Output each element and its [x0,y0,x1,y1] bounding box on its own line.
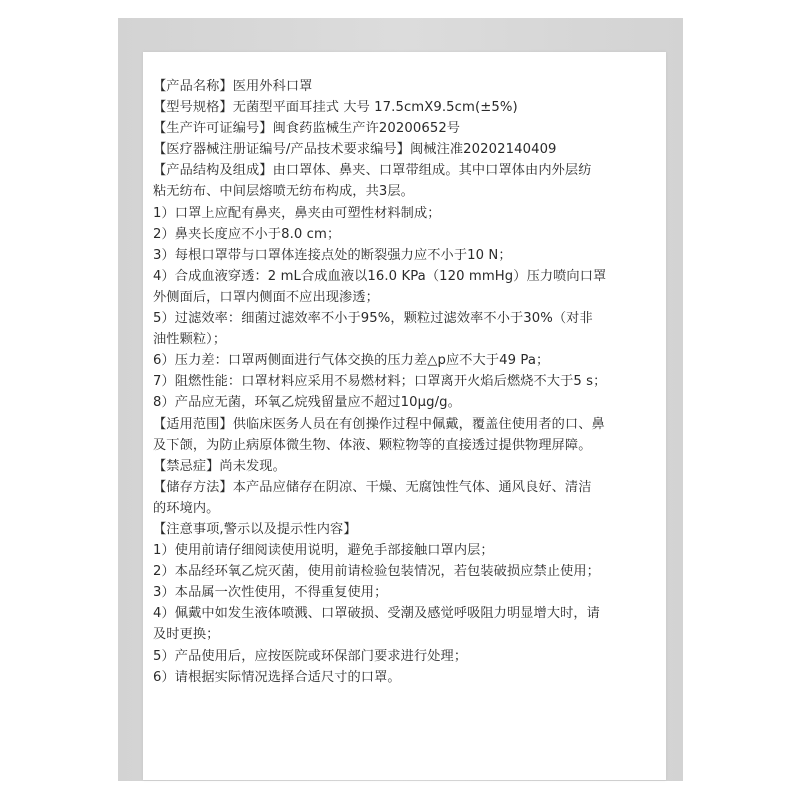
performance-item-8: 8）产品应无菌，环氧乙烷残留量应不超过10μg/g。 [153,395,461,411]
performance-item-6: 6）压力差：口罩两侧面进行气体交换的压力差△p应不大于49 Pa； [153,353,550,369]
instruction-text [153,76,653,688]
scope-line: 【适用范围】供临床医务人员在有创操作过程中佩戴，覆盖住使用者的口、鼻 [153,416,605,432]
performance-item-4: 4）合成血液穿透：2 mL合成血液以16.0 KPa（120 mmHg）压力喷向口罩 [153,268,607,284]
storage-line: 【储存方法】本产品应储存在阴凉、干燥、无腐蚀性气体、通风良好、清洁 [153,479,592,495]
performance-item-7: 7）阻燃性能：口罩材料应采用不易燃材料；口罩离开火焰后燃烧不大于5 s； [153,374,607,390]
performance-item-3: 3）每根口罩带与口罩体连接点处的断裂强力应不小于10 N； [153,247,512,263]
performance-item-5-continued: 油性颗粒）； [153,332,227,348]
registration-number-line: 【医疗器械注册证编号/产品技术要求编号】闽械注准20202140409 [153,142,557,158]
precaution-item-6: 6）请根据实际情况选择合适尺寸的口罩。 [153,669,401,685]
precaution-item-2: 2）本品经环氧乙烷灭菌，使用前请检验包装情况，若包装破损应禁止使用； [153,564,600,580]
precaution-item-4-continued: 及时更换； [153,627,220,643]
structure-line: 【产品结构及组成】由口罩体、鼻夹、口罩带组成。其中口罩体由内外层纺 [153,163,592,179]
precautions-heading: 【注意事项,警示以及提示性内容】 [153,521,357,537]
performance-item-5: 5）过滤效率：细菌过滤效率不小于95%，颗粒过滤效率不小于30%（对非 [153,311,593,327]
precaution-item-5: 5）产品使用后，应按医院或环保部门要求进行处理； [153,648,468,664]
product-name-line: 【产品名称】医用外科口罩 [153,79,313,94]
structure-line-continued: 粘无纺布、中间层熔喷无纺布构成，共3层。 [153,184,414,200]
instruction-sheet [143,52,666,780]
scope-line-continued: 及下颌，为防止病原体微生物、体液、颗粒物等的直接透过提供物理屏障。 [153,437,592,453]
precaution-item-3: 3）本品属一次性使用，不得重复使用； [153,585,388,601]
model-spec-line: 【型号规格】无菌型平面耳挂式 大号 17.5cmX9.5cm(±5%) [153,100,518,116]
precaution-item-1: 1）使用前请仔细阅读使用说明，避免手部接触口罩内层； [153,543,494,559]
contraindication-line: 【禁忌症】尚未发现。 [153,458,286,474]
performance-item-2: 2）鼻夹长度应不小于8.0 cm； [153,226,341,242]
precaution-item-4: 4）佩戴中如发生液体喷溅、口罩破损、受潮及感觉呼吸阻力明显增大时，请 [153,606,600,622]
production-license-line: 【生产许可证编号】闽食药监械生产许20200652号 [153,121,461,137]
storage-line-continued: 的环境内。 [153,500,220,516]
performance-item-4-continued: 外侧面后，口罩内侧面不应出现渗透； [153,289,379,305]
performance-item-1: 1）口罩上应配有鼻夹，鼻夹由可塑性材料制成； [153,205,441,221]
